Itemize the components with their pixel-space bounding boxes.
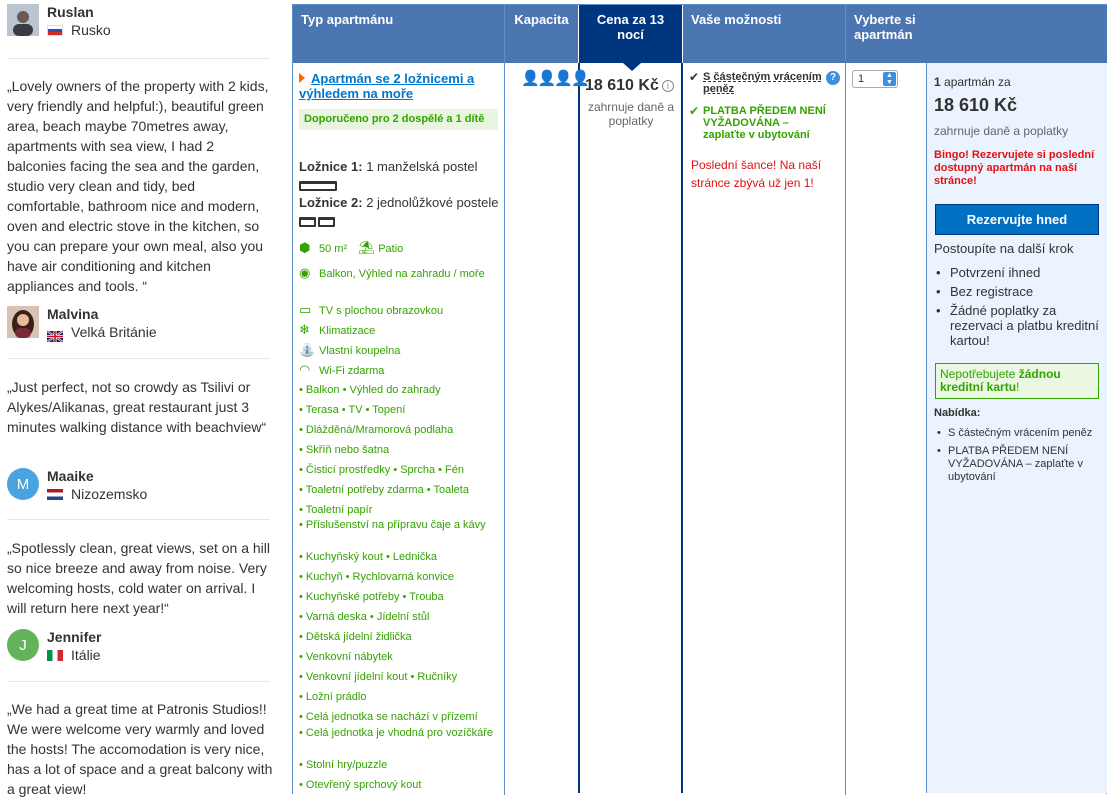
flag-russia-icon <box>47 25 63 36</box>
amenity-line: • Příslušenství na přípravu čaje a kávy <box>299 519 486 531</box>
header-book <box>926 5 1107 63</box>
facility-bath: ⛲ Vlastní koupelna <box>299 342 401 357</box>
facility-view: ◉ Balkon, Výhled na zahradu / moře <box>299 263 504 284</box>
divider <box>7 681 270 682</box>
reviewer <box>7 4 111 40</box>
info-icon[interactable]: i <box>662 80 674 92</box>
list-item: • Bez registrace <box>934 284 1099 299</box>
divider <box>681 63 683 793</box>
facility-size: ⬢ 50 m² ⛱ Patio <box>299 240 404 255</box>
reviewer-country: Rusko <box>71 22 111 38</box>
no-credit-card-notice: Nepotřebujete žádnou kreditní kartu! <box>935 363 1099 399</box>
tv-icon: ▭ <box>299 302 312 317</box>
list-item: • S částečným vrácením peněz <box>934 427 1099 440</box>
header-options: Vaše možnosti <box>683 5 845 63</box>
list-item: • Potvrzení ihned <box>934 265 1099 280</box>
reviewer-country: Itálie <box>71 647 101 663</box>
wifi-icon: ◠ <box>299 362 311 377</box>
review-text: „Lovely owners of the property with 2 kids, very friendly and helpful:), beautiful green area, beach maybe 70metres away, apartments with sea view, I had 2 balconies facing the sea and the garden, studio very clean and tidy, bed comfortable, bathroom nice and modern, oven and electric stove in the kitchen, so you can prepare your own meal, also you have air conditioning and kitchen appliances and tools. “ <box>7 78 269 294</box>
divider <box>504 5 505 795</box>
help-icon[interactable]: ? <box>826 71 840 85</box>
offer-heading: Nabídka: <box>934 407 981 419</box>
room-quantity-select[interactable]: 1 ▲ ▼ <box>852 70 898 88</box>
check-icon: ✔ <box>689 70 700 84</box>
amenity-line: • Stolní hry/puzzle <box>299 759 388 771</box>
review-text: „Just perfect, not so crowdy as Tsilivi or Alykes/Alikanas, great restaurant just 3 minutes walking distance with beachview“ <box>7 379 267 435</box>
header-select: Vyberte si apartmán <box>846 5 926 63</box>
snowflake-icon: ❄ <box>299 322 310 337</box>
recommended-badge: Doporučeno pro 2 dospělé a 1 dítě <box>299 109 498 130</box>
reviewer-name: Jennifer <box>47 629 102 645</box>
facility-ac: ❄ Klimatizace <box>299 322 376 337</box>
booking-total-price: 18 610 Kč <box>934 95 1018 115</box>
avatar <box>7 306 39 338</box>
amenity-line: • Varná deska • Jídelní stůl <box>299 611 430 623</box>
amenity-line: • Terasa • TV • Topení <box>299 404 406 416</box>
amenity-line: • Toaletní papír <box>299 504 373 516</box>
reviewer-name: Malvina <box>47 306 99 322</box>
flag-uk-icon <box>47 327 63 338</box>
amenity-line: • Dětská jídelní židlička <box>299 631 412 643</box>
room-table <box>292 4 1107 794</box>
reviewer-country: Velká Británie <box>71 324 157 340</box>
reviewer <box>7 306 157 342</box>
booking-count: 1 apartmán za <box>934 75 1011 89</box>
booking-bingo-message: Bingo! Rezervujete si poslední dostupný apartmán na naší stránce! <box>934 149 1095 187</box>
booking-price-note: zahrnuje daně a poplatky <box>934 124 1069 138</box>
amenity-line: • Kuchyňské potřeby • Trouba <box>299 591 444 603</box>
price-note: zahrnuje daně a poplatky <box>587 100 675 128</box>
double-bed-icon <box>299 181 337 191</box>
review-text: „Spotlessly clean, great views, set on a hill so nice breeze and away from noise. Very welcoming hosts, cold water on arrival. I will return here next year!“ <box>7 540 271 616</box>
option-no-prepayment: ✔ PLATBA PŘEDEM NENÍ VYŽADOVÁNA – zaplaťte v ubytování <box>689 104 826 141</box>
shower-icon: ⛲ <box>299 342 316 357</box>
booking-next-step: Postoupíte na další krok <box>934 241 1074 256</box>
amenity-line: • Venkovní nábytek <box>299 651 393 663</box>
header-room-type: Typ apartmánu <box>293 5 504 63</box>
single-bed-icon <box>299 217 316 227</box>
avatar: M <box>7 468 39 500</box>
room-price: 18 610 Kč i <box>585 77 674 95</box>
bedroom-2: Ložnice 2: 2 jednolůžkové postele <box>299 194 499 230</box>
reviews-column <box>0 0 280 797</box>
capacity-persons-icon: 👤👤👤👤 <box>521 70 588 87</box>
size-cube-icon: ⬢ <box>299 240 311 255</box>
single-bed-icon <box>318 217 335 227</box>
divider <box>845 5 846 795</box>
reviewer-country: Nizozemsko <box>71 486 148 502</box>
booking-benefits <box>934 265 1099 352</box>
select-arrows-icon: ▲ ▼ <box>883 72 896 86</box>
list-item: • PLATBA PŘEDEM NENÍ VYŽADOVÁNA – zaplaťte v ubytování <box>934 445 1099 484</box>
header-price[interactable] <box>579 5 682 63</box>
facility-wifi: ◠ Wi-Fi zdarma <box>299 362 385 377</box>
header-capacity: Kapacita <box>505 5 578 63</box>
option-refund: ✔ S částečným vrácením peněz <box>689 70 822 95</box>
avatar <box>7 4 39 36</box>
eye-icon: ◉ <box>299 265 311 280</box>
reviewer-name: Ruslan <box>47 4 94 20</box>
reserve-button[interactable]: Rezervujte hned <box>935 204 1099 235</box>
list-item: • Žádné poplatky za rezervaci a platbu kreditní kartou! <box>934 303 1099 348</box>
amenity-line: • Kuchyňský kout • Lednička <box>299 551 437 563</box>
amenity-line: • Ložní prádlo <box>299 691 367 703</box>
amenity-line: • Toaletní potřeby zdarma • Toaleta <box>299 484 469 496</box>
amenity-line: • Otevřený sprchový kout <box>299 779 422 791</box>
offer-list <box>934 427 1099 489</box>
reviewer-name: Maaike <box>47 468 94 484</box>
divider <box>7 358 270 359</box>
amenity-line: • Čisticí prostředky • Sprcha • Fén <box>299 464 464 476</box>
sort-arrow-icon <box>623 63 641 71</box>
amenity-line: • Balkon • Výhled do zahrady <box>299 384 441 396</box>
urgency-message: Poslední šance! Na naší stránce zbývá už jen 1! <box>691 158 822 190</box>
flag-netherlands-icon <box>47 489 63 500</box>
amenity-line: • Venkovní jídelní kout • Ručníky <box>299 671 458 683</box>
divider <box>7 58 270 59</box>
check-icon: ✔ <box>689 104 700 118</box>
amenity-line: • Kuchyň • Rychlovarná konvice <box>299 571 455 583</box>
amenity-line: • Skříň nebo šatna <box>299 444 390 456</box>
flag-italy-icon <box>47 650 63 661</box>
room-name: Apartmán se 2 ložnicemi a výhledem na moře <box>299 71 475 101</box>
facility-tv: ▭ TV s plochou obrazovkou <box>299 302 444 317</box>
divider <box>578 63 580 793</box>
amenity-line: • Dlážděná/Mramorová podlaha <box>299 424 454 436</box>
divider <box>7 519 270 520</box>
reviewer <box>7 468 147 504</box>
header-price-label: Cena za 13 nocí <box>596 12 665 42</box>
amenity-line: • Celá jednotka je vhodná pro vozíčkáře <box>299 727 494 739</box>
reviewer <box>7 629 101 665</box>
caret-right-icon <box>299 73 305 83</box>
amenity-line: • Celá jednotka se nachází v přízemí <box>299 711 478 723</box>
avatar: J <box>7 629 39 661</box>
room-name-link[interactable] <box>299 71 499 101</box>
patio-umbrella-icon: ⛱ <box>358 240 375 255</box>
bedroom-1: Ložnice 1: 1 manželská postel <box>299 158 499 194</box>
review-text: „We had a great time at Patronis Studios!! We were welcome very warmly and loved the hosts! The accomodation is very nice, has a lot of space and a great balcony with a great view! <box>7 701 273 797</box>
